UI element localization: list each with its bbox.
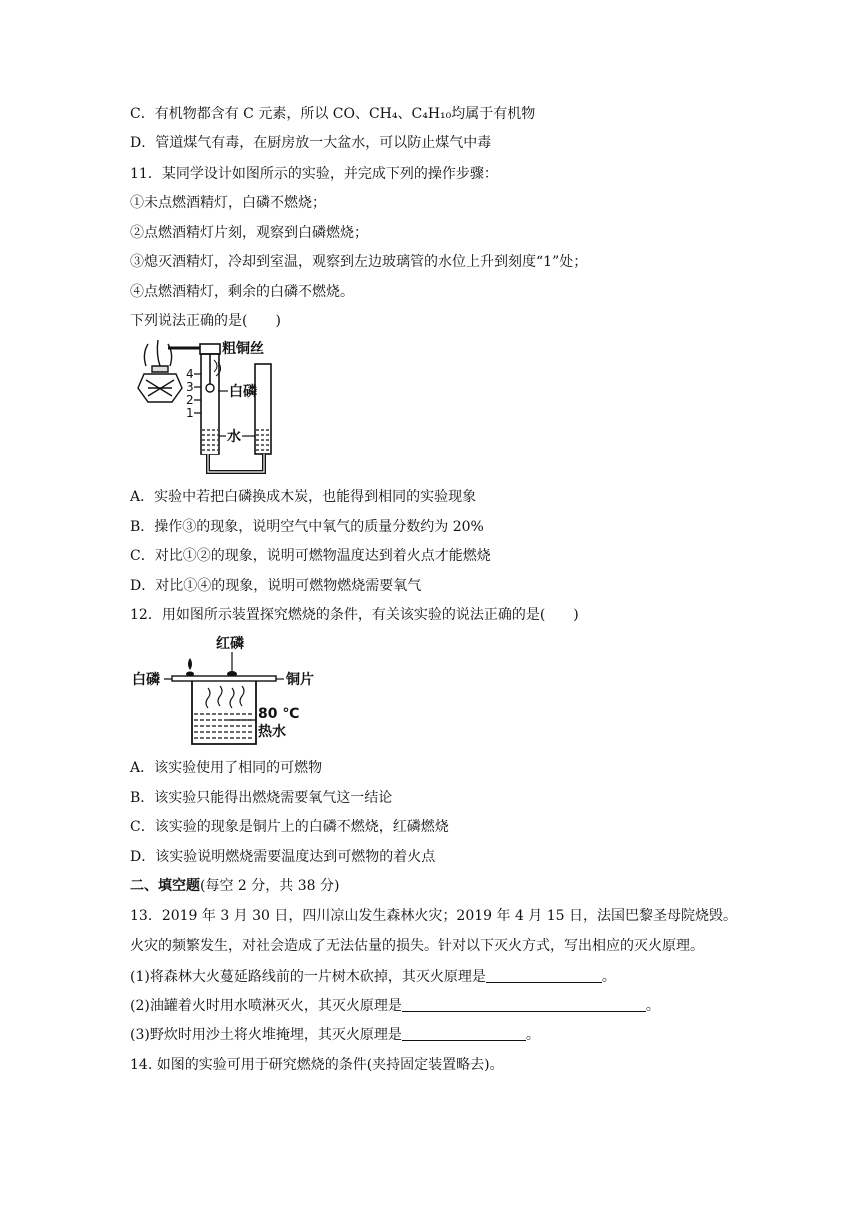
q11-step-4: ④点燃酒精灯，剩余的白磷不燃烧。 [130,284,354,300]
q13-item-2 [130,996,660,1016]
rubber-tube [208,454,264,472]
q11-apparatus-figure [128,336,298,480]
q13-item-3-text: (3)野炊时用沙土将火堆掩埋，其灭火原理是 [130,1027,402,1043]
q13-item-1-end: 。 [601,969,616,985]
q12-option-d: D．该实验说明燃烧需要温度达到可燃物的着火点 [130,849,436,865]
copper-sheet-label: 铜片 [286,672,314,688]
q13-item-3 [130,1025,540,1045]
q12-option-a: A．该实验使用了相同的可燃物 [130,760,323,776]
q13-item-3-end: 。 [525,1027,540,1043]
q13-item-2-text: (2)油罐着火时用水喷淋灭火，其灭火原理是 [130,998,402,1014]
copper-wire-label: 粗铜丝 [222,341,264,357]
q13-item-2-end: 。 [645,998,660,1014]
copper-sheet [172,676,276,681]
scale-2: 2 [186,393,194,407]
temperature-label: 80 ℃ [258,706,300,722]
q11-stem: 11．某同学设计如图所示的实验，并完成下列的操作步骤： [130,166,498,182]
q12-apparatus-figure [128,632,318,750]
q11-step-1: ①未点燃酒精灯，白磷不燃烧； [130,195,326,211]
q13-item-1 [130,967,616,987]
q13-answer-blank-2[interactable] [402,996,646,1012]
q13-stem-line1: 13．2019 年 3 月 30 日，四川凉山发生森林火灾；2019 年 4 月 15 日，法国巴黎圣母院烧毁。 [130,908,738,924]
scale-3: 3 [186,380,194,394]
red-phosphorus-label: 红磷 [216,636,244,652]
q11-prompt: 下列说法正确的是( ) [130,313,281,329]
q11-step-2: ②点燃酒精灯片刻，观察到白磷燃烧； [130,225,368,241]
q11-step-3: ③熄灭酒精灯，冷却到室温，观察到左边玻璃管的水位上升到刻度“1”处； [130,254,588,270]
q13-stem-line2: 火灾的频繁发生，对社会造成了无法估量的损失。针对以下灭火方式，写出相应的灭火原理。 [130,938,704,954]
white-phosphorus-label: 白磷 [229,384,257,400]
q13-item-1-text: (1)将森林大火蔓延路线前的一片树木砍掉，其灭火原理是 [130,969,486,985]
q12-option-b: B．该实验只能得出燃烧需要氧气这一结论 [130,790,393,806]
hot-water-label: 热水 [258,724,286,740]
q12-option-c: C．该实验的现象是铜片上的白磷不燃烧，红磷燃烧 [130,819,449,835]
q14-stem: 14. 如图的实验可用于研究燃烧的条件(夹持固定装置略去)。 [130,1057,504,1073]
q11-option-c: C．对比①②的现象，说明可燃物温度达到着火点才能燃烧 [130,548,491,564]
q11-option-b: B．操作③的现象，说明空气中氧气的质量分数约为 20% [130,519,484,535]
water-label: 水 [227,429,241,445]
flame-icon [188,658,192,670]
q10-option-c: C．有机物都含有 C 元素，所以 CO、CH₄、C₄H₁₀均属于有机物 [130,106,536,122]
scale-4: 4 [186,367,194,381]
q11-option-a: A．实验中若把白磷换成木炭，也能得到相同的实验现象 [130,489,477,505]
scale-1: 1 [186,406,194,420]
white-phosphorus-icon [206,384,214,392]
white-phosphorus-label-2: 白磷 [132,672,160,688]
q10-option-d: D．管道煤气有毒，在厨房放一大盆水，可以防止煤气中毒 [130,135,492,151]
section-heading [130,876,339,896]
q11-option-d: D．对比①④的现象，说明可燃物燃烧需要氧气 [130,578,422,594]
q13-answer-blank-1[interactable] [486,967,602,983]
beaker [192,681,256,744]
section-note: (每空 2 分，共 38 分) [200,878,340,894]
q12-stem: 12．用如图所示装置探究燃烧的条件，有关该实验的说法正确的是( ) [130,607,579,623]
q13-answer-blank-3[interactable] [402,1025,526,1041]
section-title: 二、填空题 [130,878,200,894]
